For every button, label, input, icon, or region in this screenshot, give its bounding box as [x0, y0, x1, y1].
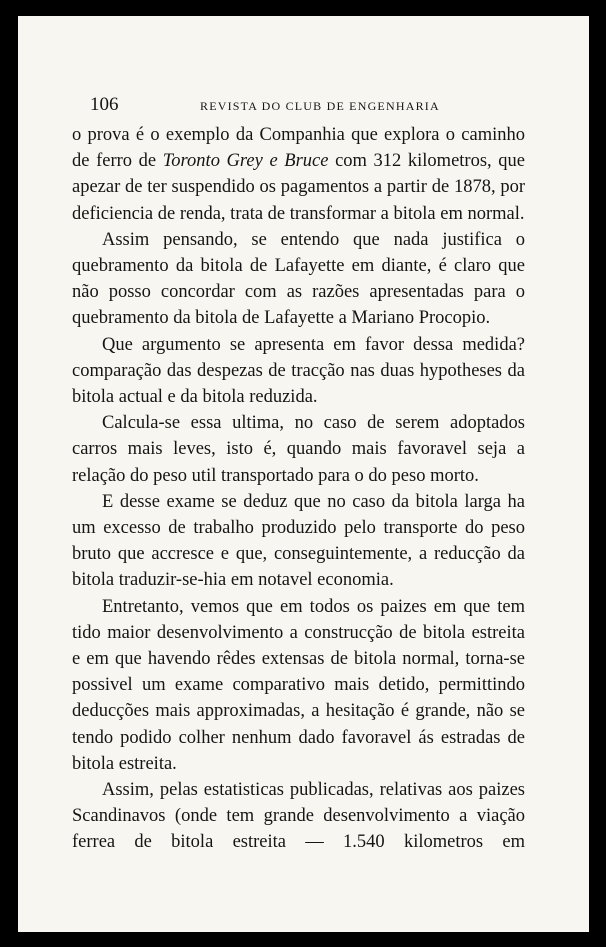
- body-text: [72, 122, 525, 856]
- paragraph-6: Entretanto, vemos que em todos os paizes em que tem tido maior desenvolvimento a construcção de bitola estreita e em que havendo rêdes extensas de bitola normal, torna-se possivel um exame comparativo mais detido, permittindo deducções mais approximadas, a hesitação é grande, não se tendo podido colher nenhum dado favoravel ás estradas de bitola estreita.: [72, 596, 525, 774]
- paragraph-1-text-a: o prova é o exemplo da Companhia que explora o caminho de ferro de: [72, 125, 525, 172]
- paragraph-1-text-b: com 312 kilometros, que apezar de ter suspendido os pagamentos a partir de 1878, por deficiencia de renda, trata de transformar a bitola em normal.: [72, 151, 525, 224]
- railway-name: Toronto Grey e Bruce: [162, 151, 329, 172]
- paragraph-1: [72, 122, 525, 227]
- paragraph-4: Calcula-se essa ultima, no caso de serem adoptados carros mais leves, isto é, quando mais favoravel seja a relação do peso util transportado para o do peso morto.: [72, 413, 525, 486]
- running-head: REVISTA DO CLUB DE ENGENHARIA: [200, 99, 440, 113]
- page-number: 106: [90, 94, 119, 115]
- paragraph-5: E desse exame se deduz que no caso da bitola larga ha um excesso de trabalho produzido pelo transporte do peso bruto que accresce e que, conseguintemente, a reducção da bitola traduzir-se-hia em notavel economia.: [72, 491, 525, 591]
- page-header: [90, 94, 542, 116]
- paragraph-3: Que argumento se apresenta em favor dessa medida? comparação das despezas de tracção nas duas hypotheses da bitola actual e da bitola reduzida.: [72, 334, 525, 408]
- paragraph-7: Assim, pelas estatisticas publicadas, relativas aos paizes Scandinavos (onde tem grande desenvolvimento a viação ferrea de bitola estreita — 1.540 kilometros em: [72, 780, 525, 853]
- paragraph-2: Assim pensando, se entendo que nada justifica o quebramento da bitola de Lafayette em diante, é claro que não posso concordar com as razões apresentadas para o quebramento da bitola de Lafayette a Mariano Procopio.: [72, 229, 525, 329]
